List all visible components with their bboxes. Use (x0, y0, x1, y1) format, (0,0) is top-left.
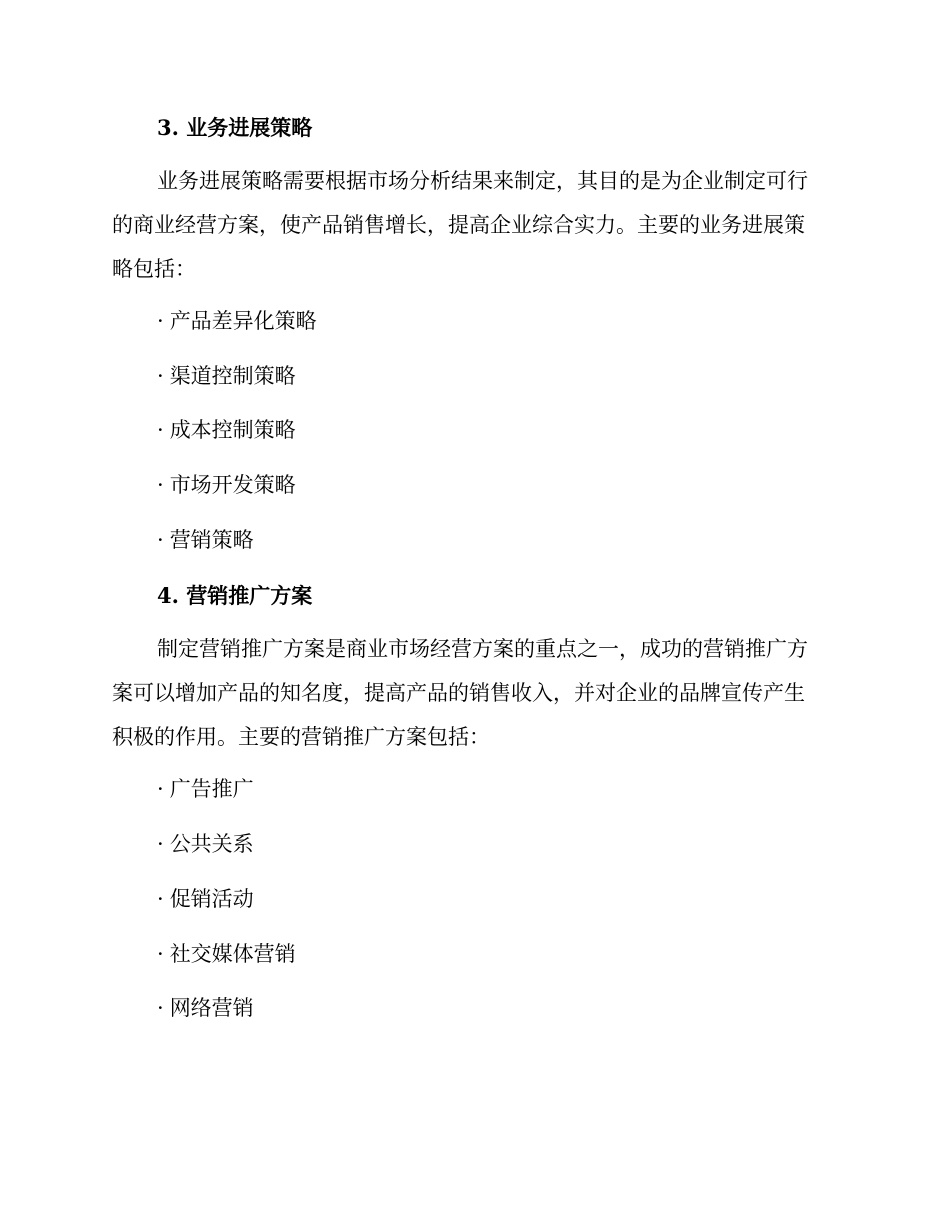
list-item (157, 420, 296, 441)
list-item-label: 市场开发策略 (169, 473, 296, 497)
list-item (157, 475, 296, 496)
bullet-icon: · (157, 364, 164, 388)
bullet-icon: · (157, 777, 164, 801)
list-item (157, 889, 254, 910)
list-item (157, 834, 254, 855)
list-item (157, 944, 296, 965)
paragraph-line: 业务进展策略需要根据市场分析结果来制定，其目的是为企业制定可行 (157, 169, 808, 193)
bullet-icon: · (157, 887, 164, 911)
bullet-icon: · (157, 309, 164, 333)
section-4-paragraph (112, 627, 832, 759)
bullet-icon: · (157, 528, 164, 552)
section-3-paragraph (112, 159, 832, 291)
paragraph-line: 积极的作用。主要的营销推广方案包括： (112, 725, 490, 749)
bullet-icon: · (157, 418, 164, 442)
list-item-label: 促销活动 (169, 887, 254, 911)
paragraph-line: 的商业经营方案，使产品销售增长，提高企业综合实力。主要的业务进展策 (112, 213, 805, 237)
bullet-icon: · (157, 996, 164, 1020)
list-item-label: 成本控制策略 (169, 418, 296, 442)
list-item-label: 广告推广 (169, 777, 254, 801)
paragraph-line: 制定营销推广方案是商业市场经营方案的重点之一，成功的营销推广方 (157, 637, 808, 661)
section-4-heading: 4. 营销推广方案 (157, 583, 313, 608)
bullet-icon: · (157, 473, 164, 497)
list-item (157, 366, 296, 387)
list-item-label: 社交媒体营销 (169, 942, 296, 966)
list-item (157, 311, 317, 332)
paragraph-line: 略包括： (112, 257, 196, 281)
list-item-label: 网络营销 (169, 996, 254, 1020)
list-item-label: 营销策略 (169, 528, 254, 552)
bullet-icon: · (157, 942, 164, 966)
section-3-heading: 3. 业务进展策略 (157, 115, 313, 140)
paragraph-line: 案可以增加产品的知名度，提高产品的销售收入，并对企业的品牌宣传产生 (112, 681, 805, 705)
list-item (157, 530, 254, 551)
list-item-label: 渠道控制策略 (169, 364, 296, 388)
bullet-icon: · (157, 832, 164, 856)
list-item-label: 产品差异化策略 (169, 309, 317, 333)
list-item-label: 公共关系 (169, 832, 254, 856)
list-item (157, 998, 254, 1019)
list-item (157, 779, 254, 800)
